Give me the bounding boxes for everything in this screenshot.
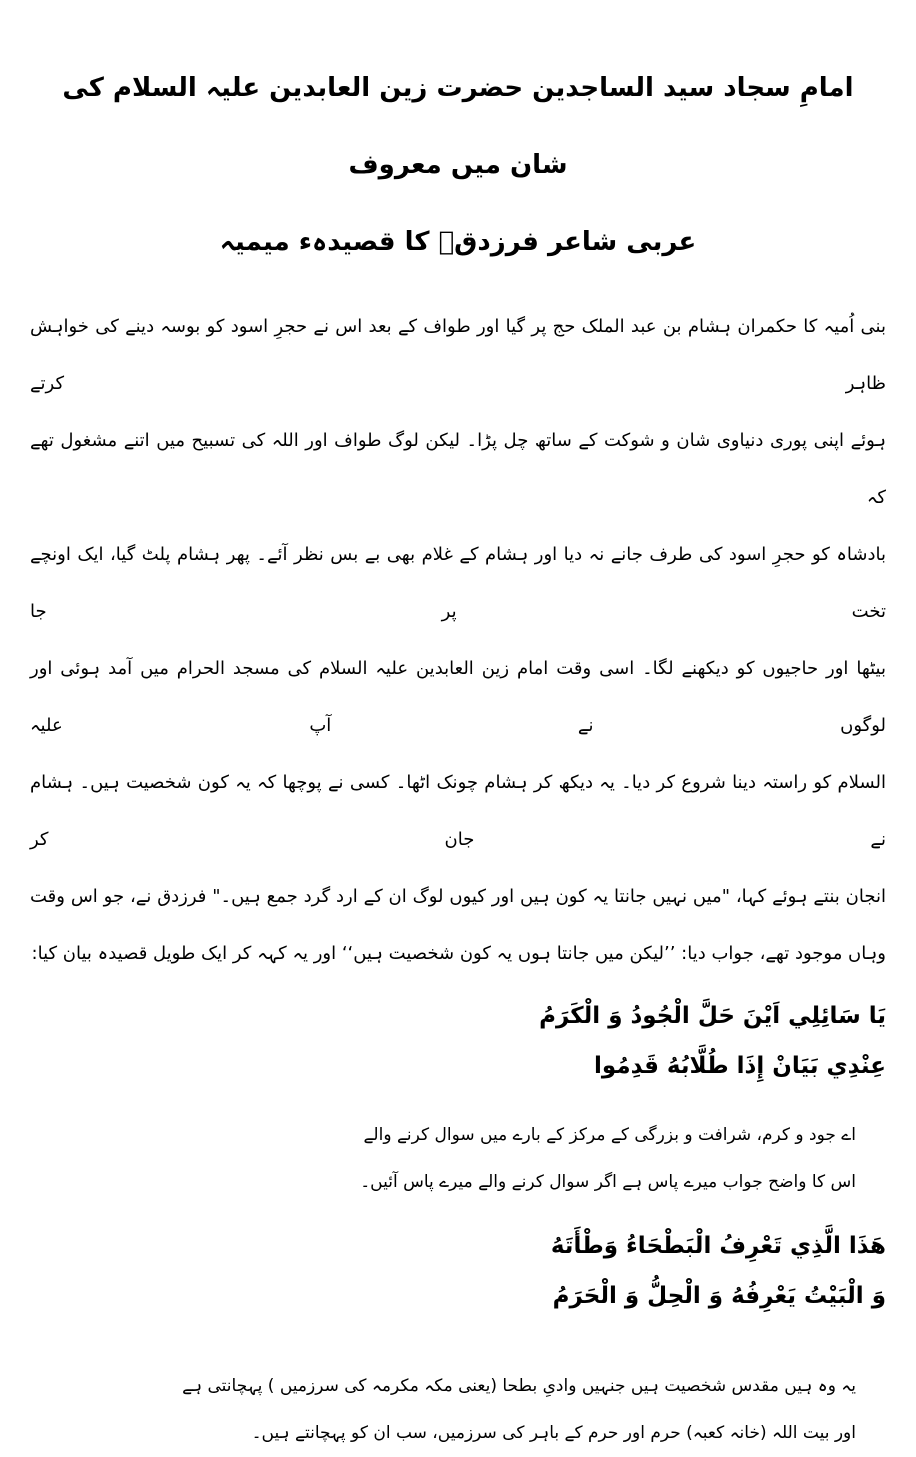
arabic-couplet-1 xyxy=(30,991,886,1091)
arabic-couplet-1-line-2: عِنْدِي بَيَانْ إِذَا طُلَّابُهُ قَدِمُوا xyxy=(594,1053,886,1079)
title-line-2: عربی شاعر فرزدقؒ کا قصیدہء میمیہ xyxy=(219,227,697,257)
urdu-translation-2-line-2: اور بیت اللہ (خانہ کعبہ) حرم اور حرم کے باہر کی سرزمیں، سب ان کو پہچانتے ہیں۔ xyxy=(251,1423,856,1443)
urdu-translation-1-line-1: اے جود و کرم، شرافت و بزرگی کے مرکز کے بارے میں سوال کرنے والے xyxy=(363,1125,856,1145)
intro-line-5: السلام کو راستہ دینا شروع کر دیا۔ یہ دیکھ کر ہشام چونک اٹھا۔ کسی نے پوچھا کہ یہ کون شخصیت ہیں۔ ہشام نے جان کر xyxy=(30,772,886,850)
urdu-translation-1 xyxy=(30,1112,886,1206)
intro-line-4: بیٹھا اور حاجیوں کو دیکھنے لگا۔ اسی وقت امام زین العابدین علیہ السلام کی مسجد الحرام میں آمد ہوئی اور لوگوں نے آپ علیہ xyxy=(30,658,886,736)
urdu-translation-2 xyxy=(30,1363,886,1457)
page-title xyxy=(30,50,886,281)
urdu-translation-1-line-2: اس کا واضح جواب میرے پاس ہے اگر سوال کرنے والے میرے پاس آئیں۔ xyxy=(360,1172,856,1192)
title-line-1: امامِ سجاد سید الساجدین حضرت زین العابدین علیہ السلام کی شان میں معروف xyxy=(62,73,854,180)
arabic-couplet-1-line-1: يَا سَائِلِي اَيْنَ حَلَّ الْجُودُ وَ الْكَرَمُ xyxy=(539,1003,886,1029)
intro-line-1: بنی اُمیہ کا حکمران ہشام بن عبد الملک حج پر گیا اور طواف کے بعد اس نے حجرِ اسود کو بوسہ دینے کی خواہش ظاہر کرتے xyxy=(30,316,886,394)
intro-paragraph xyxy=(30,298,886,982)
arabic-couplet-2-line-1: هَذَا الَّذِي تَعْرِفُ الْبَطْحَاءُ وَطْأَتَهُ xyxy=(550,1233,886,1259)
intro-line-2: ہوئے اپنی پوری دنیاوی شان و شوکت کے ساتھ چل پڑا۔ لیکن لوگ طواف اور اللہ کی تسبیح میں اتنے مشغول تھے کہ xyxy=(30,430,886,508)
arabic-couplet-2-line-2: وَ الْبَيْتُ يَعْرِفُهُ وَ الْحِلُّ وَ الْحَرَمُ xyxy=(552,1283,886,1309)
intro-line-3: بادشاہ کو حجرِ اسود کی طرف جانے نہ دیا اور ہشام کے غلام بھی بے بس نظر آئے۔ پھر ہشام پلٹ گیا، ایک اونچے تخت پر جا xyxy=(30,544,886,622)
intro-line-6: انجان بنتے ہوئے کہا، "میں نہیں جانتا یہ کون ہیں اور کیوں لوگ ان کے ارد گرد جمع ہیں۔" فرزدق نے، جو اس وقت xyxy=(30,886,886,907)
intro-line-7: وہاں موجود تھے، جواب دیا: ’’لیکن میں جانتا ہوں یہ کون شخصیت ہیں‘‘ اور یہ کہہ کر ایک طویل قصیدہ بیان کیا: xyxy=(31,943,886,964)
arabic-couplet-2 xyxy=(30,1221,886,1321)
urdu-translation-2-line-1: یہ وہ ہیں مقدس شخصیت ہیں جنہیں وادیِ بطحا (یعنی مکہ مکرمہ کی سرزمیں ) پہچانتی ہے xyxy=(182,1376,856,1396)
